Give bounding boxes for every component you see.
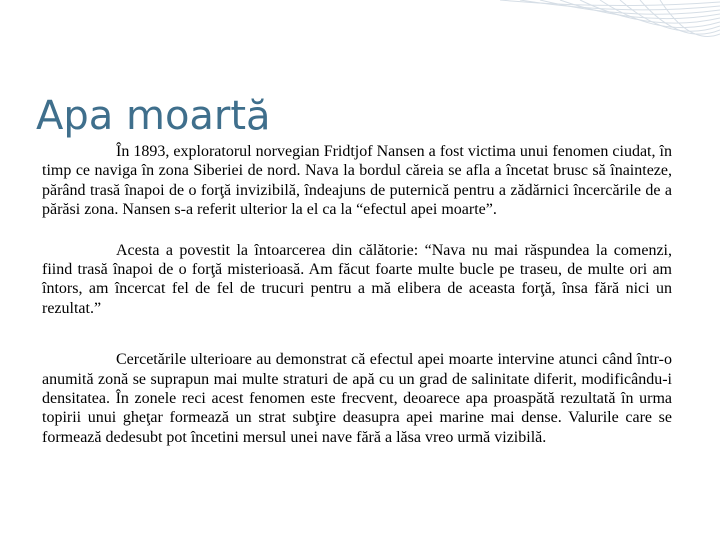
slide-body: [42, 142, 672, 447]
decorative-corner-graphic: [460, 0, 720, 60]
slide-title: Apa moartă: [36, 93, 271, 139]
paragraph-research-explanation: Cercetările ulterioare au demonstrat că efectul apei moarte intervine atunci când într-o anumită zonă se suprapun mai multe straturi de apă cu un grad de salinitate diferit, modificându-i densitatea. În zonele reci acest fenomen este frecvent, deoarece apa proaspătă rezultată în urma topirii unui gheţar formează un strat subţire deasupra apei marine mai dense. Valurile care se formează dedesubt pot încetini mersul unei nave fără a lăsa vreo urmă vizibilă.: [42, 351, 672, 446]
paragraph-nansen-quote: Acesta a povestit la întoarcerea din călătorie: “Nava nu mai răspundea la comenzi, fiind trasă înapoi de o forţă misterioasă. Am făcut foarte multe bucle pe traseu, de multe ori am întors, am încercat fel de fel de trucuri pentru a mă elibera de aceasta forţă, însa fără nici un rezultat.”: [42, 241, 672, 317]
paragraph-nansen-incident: În 1893, exploratorul norvegian Fridtjof Nansen a fost victima unui fenomen ciudat, în timp ce naviga în zona Siberiei de nord. Nava la bordul căreia se afla a încetat brusc să înainteze, părând trasă înapoi de o forţă invizibilă, îndeajuns de puternică pentru a zădărnici încercările de a părăsi zona. Nansen s-a referit ulterior la el ca la “efectul apei moarte”.: [42, 143, 672, 219]
